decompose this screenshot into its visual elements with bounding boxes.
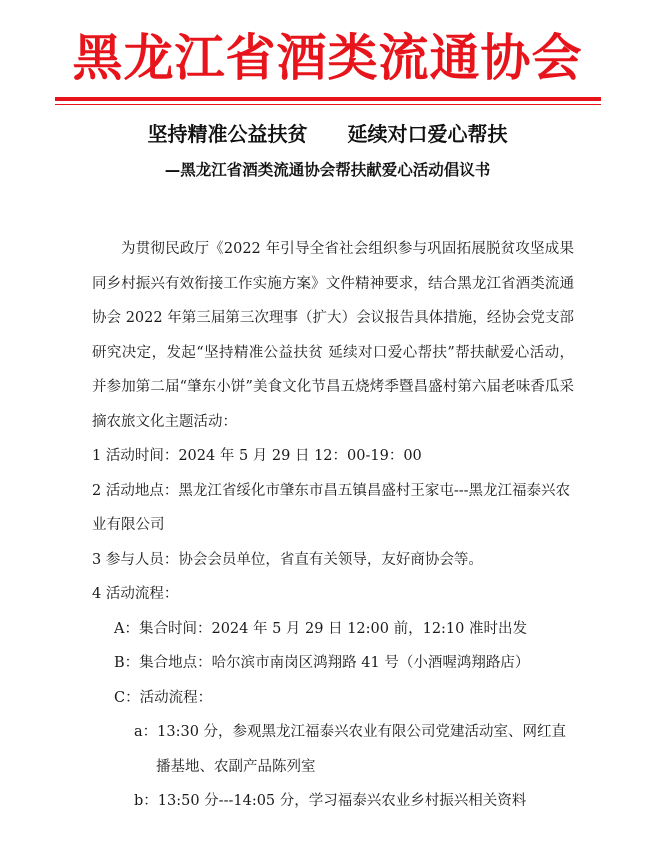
intro-paragraph: 为贯彻民政厅《2022 年引导全省社会组织参与巩固拓展脱贫攻坚成果同乡村振兴有效衔接工作实施方案》文件精神要求，结合黑龙江省酒类流通协会 2022 年第三届第三次理事（扩大）会议报告具体措施，经协会党支部研究决定，发起“坚持精准公益扶贫 延续对口爱心帮扶”帮扶献爱心活动，并参加第二届“肇东小饼”美食文化节昌五烧烤季暨昌盛村第六届老味香瓜采摘农旅文化主题活动： (92, 241, 574, 430)
title-right: 延续对口爱心帮扶 (347, 122, 508, 146)
document-body (92, 232, 574, 819)
sub-item-gather-location: B：集合地点：哈尔滨市南岗区鸿翔路 41 号（小酒喔鸿翔路店） (114, 655, 530, 671)
sub-item-flow: C：活动流程： (114, 689, 213, 706)
document-subtitle: —黑龙江省酒类流通协会帮扶献爱心活动倡议书 (164, 161, 491, 179)
document-title (0, 120, 655, 148)
masthead-rule-thin (55, 104, 601, 105)
step-study: b：13:50 分---14:05 分，学习福泰兴农业乡村振兴相关资料 (134, 793, 527, 809)
sub-item-gather-time: A：集合时间：2024 年 5 月 29 日 12:00 前，12:10 准时出发 (114, 620, 527, 637)
title-left: 坚持精准公益扶贫 (147, 122, 308, 146)
item-activity-time: 1 活动时间：2024 年 5 月 29 日 12：00-19：00 (92, 448, 422, 464)
item-activity-location: 2 活动地点：黑龙江省绥化市肇东市昌五镇昌盛村王家屯---黑龙江福泰兴农业有限公司 (92, 482, 571, 533)
masthead-rule-thick (55, 97, 601, 101)
step-visit: a：13:30 分，参观黑龙江福泰兴农业有限公司党建活动室、网红直播基地、农副产品陈列室 (134, 724, 567, 775)
item-activity-flow: 4 活动流程： (92, 586, 179, 602)
item-participants: 3 参与人员：协会会员单位，省直有关领导，友好商协会等。 (92, 551, 483, 568)
masthead-org-name: 黑龙江省酒类流通协会 (72, 28, 583, 87)
